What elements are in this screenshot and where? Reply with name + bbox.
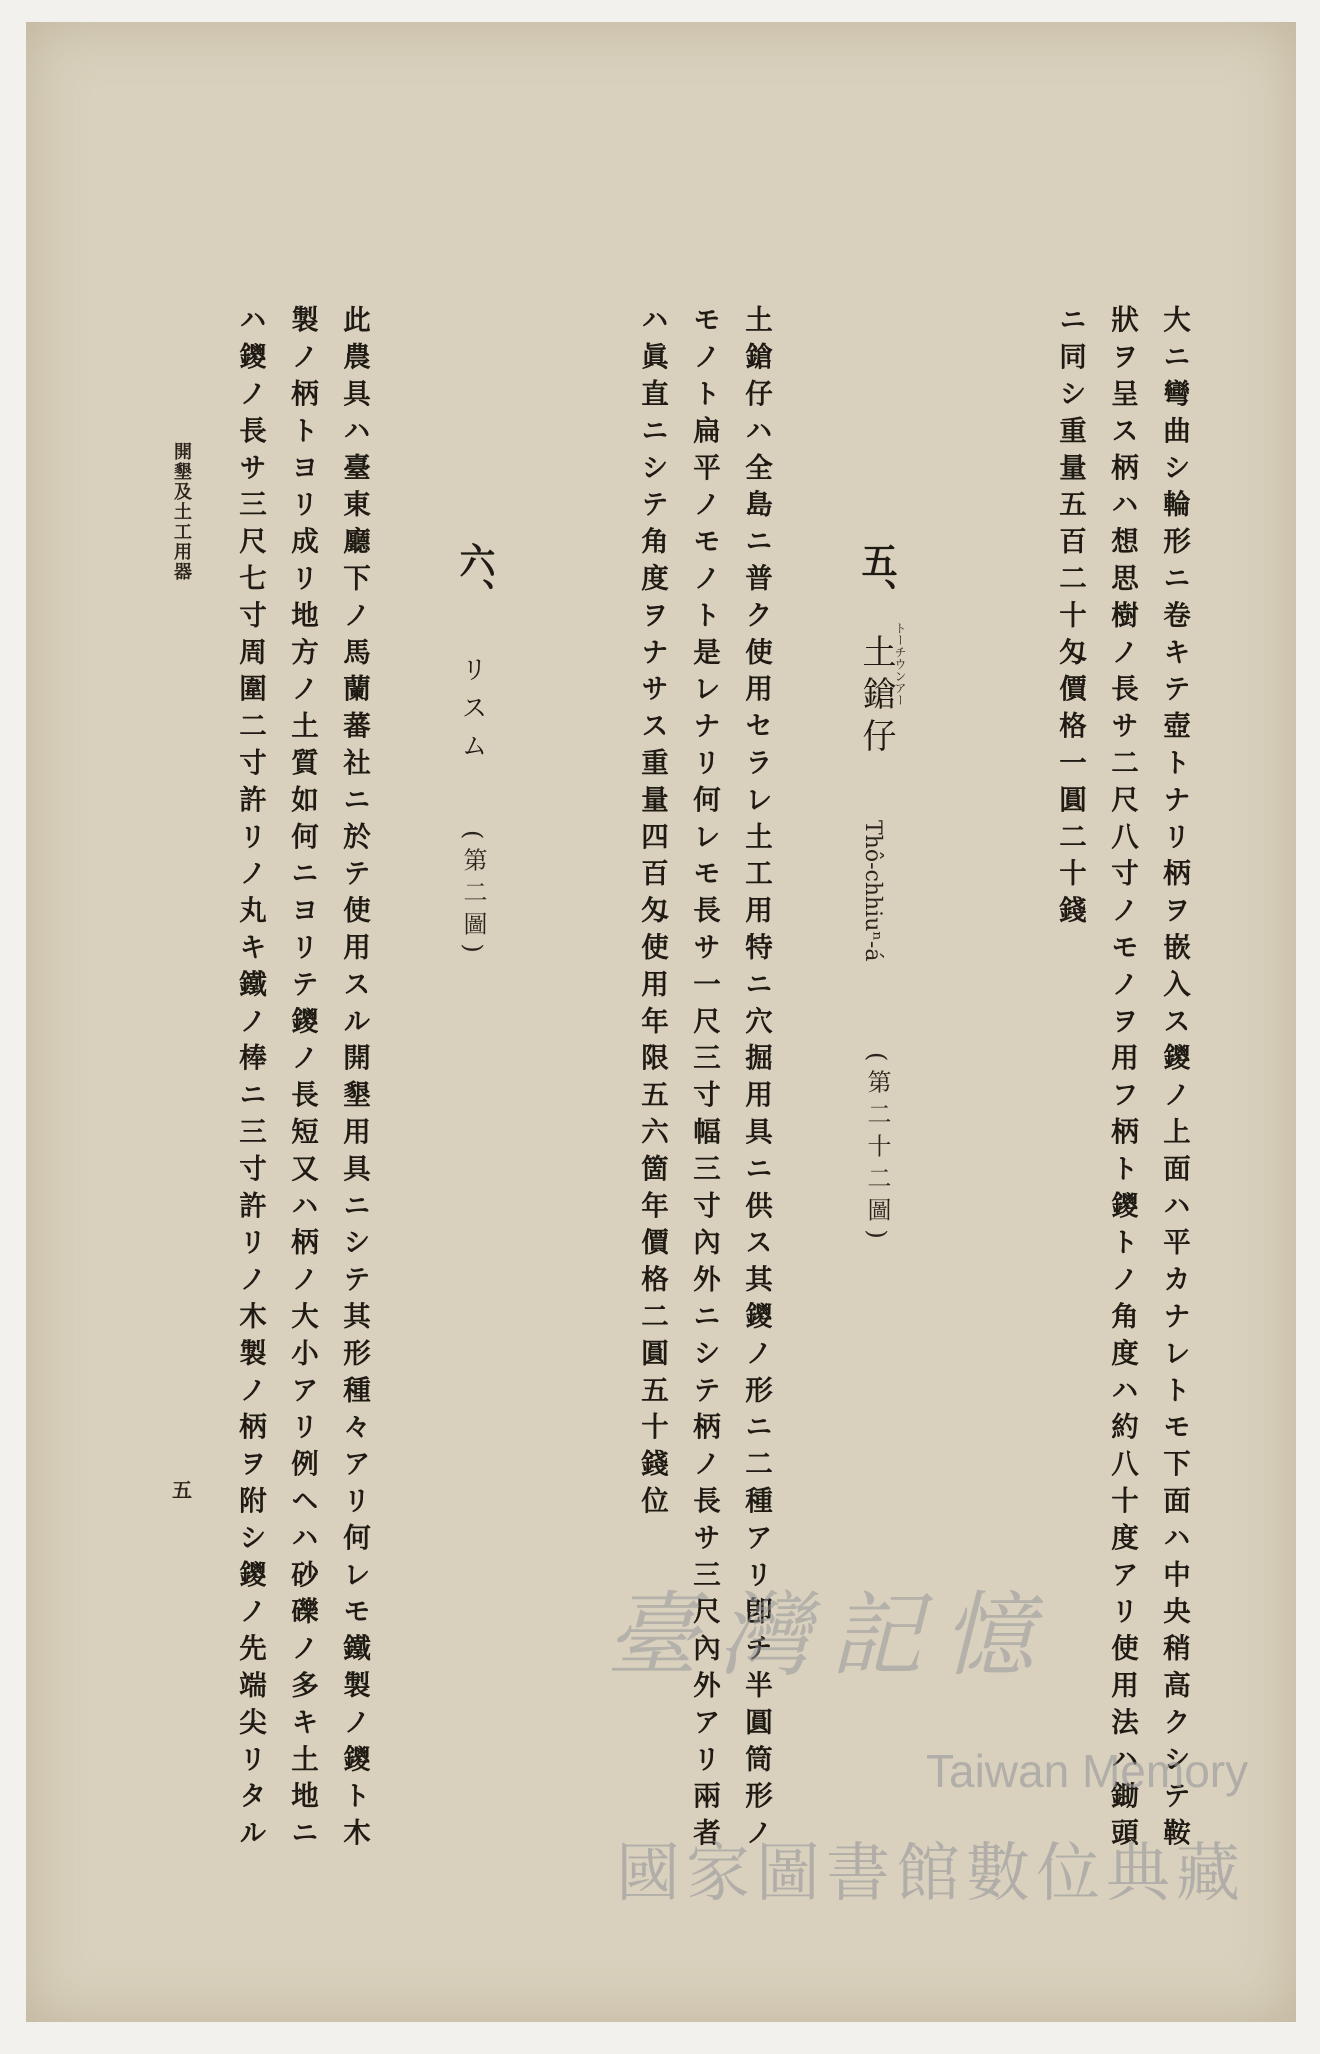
- intro-column-1: 大ニ彎曲シ輪形ニ卷キテ壺トナリ柄ヲ嵌入ス鑁ノ上面ハ平カナレトモ下面ハ中央稍高クシテ鞍: [1158, 305, 1190, 1855]
- section6-figure-ref: (第二圖): [459, 830, 487, 961]
- section6-title: リスム: [457, 656, 487, 770]
- section5-romanization: Thô-chhiuⁿ-á: [860, 820, 885, 962]
- section6-column-2: 製ノ柄トヨリ成リ地方ノ土質如何ニヨリテ鑁ノ長短又ハ柄ノ大小アリ例ヘハ砂礫ノ多キ土地ニ: [286, 305, 318, 1855]
- intro-column-2: 狀ヲ呈ス柄ハ想思樹ノ長サ二尺八寸ノモノヲ用フ柄ト鑁トノ角度ハ約八十度アリ使用法ハ鋤頭: [1106, 305, 1138, 1855]
- section5-figure-ref: (第二十二圖): [863, 1052, 891, 1247]
- intro-column-3: ニ同シ重量五百二十匁價格一圓二十錢: [1054, 305, 1086, 933]
- watermark-logo: 臺灣記憶: [606, 1582, 1055, 1689]
- book-page: [26, 22, 1296, 2022]
- section5-number: 五、: [856, 542, 898, 614]
- section5-title: 土鎗仔: [856, 634, 896, 760]
- section6-number: 六、: [454, 542, 496, 614]
- watermark-chinese: 國家圖書館數位典藏: [616, 1837, 1246, 1911]
- section6-column-3: ハ鑁ノ長サ三尺七寸周圍二寸許リノ丸キ鐵ノ棒ニ三寸許リノ木製ノ柄ヲ附シ鑁ノ先端尖リタル: [234, 305, 266, 1855]
- section5-ruby: トーチウンアー: [893, 622, 907, 706]
- running-head: 開墾及土工用器: [171, 442, 192, 582]
- watermark-english: Taiwan Memory: [926, 1745, 1249, 1797]
- section6-column-1: 此農具ハ臺東廳下ノ馬蘭蕃社ニ於テ使用スル開墾用具ニシテ其形種々アリ何レモ鐵製ノ鑁ト木: [338, 305, 370, 1855]
- section5-column-2: モノト扁平ノモノト是レナリ何レモ長サ一尺三寸幅三寸內外ニシテ柄ノ長サ三尺內外アリ兩者: [688, 305, 720, 1855]
- section5-column-3: ハ眞直ニシテ角度ヲナサス重量四百匁使用年限五六箇年價格二圓五十錢位: [636, 305, 668, 1523]
- page-number: 五: [172, 1478, 192, 1502]
- section5-column-1: 土鎗仔ハ全島ニ普ク使用セラレ土工用特ニ穴掘用具ニ供ス其鑁ノ形ニ二種アリ卽チ半圓筒形ノ: [740, 305, 772, 1855]
